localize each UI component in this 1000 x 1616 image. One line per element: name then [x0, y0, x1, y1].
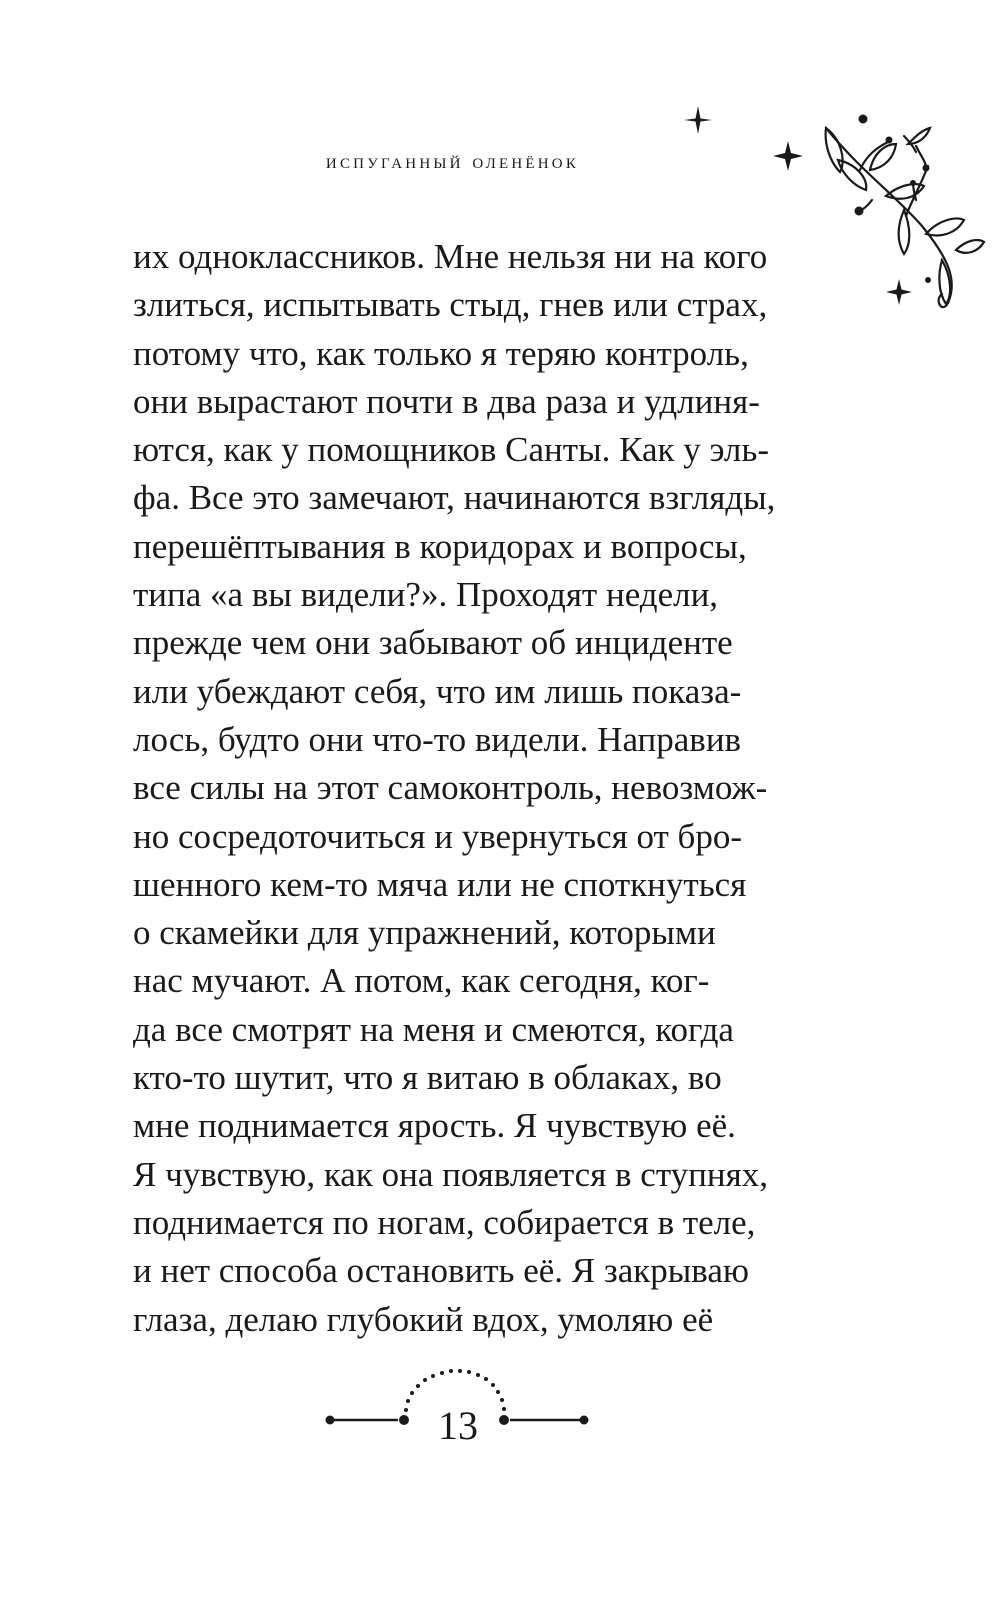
text-line: все силы на этот самоконтроль, невозмож-	[133, 768, 768, 808]
text-line: да все смотрят на меня и смеются, когда	[133, 1009, 734, 1049]
text-line: фа. Все это замечают, начинаются взгляды,	[133, 478, 776, 518]
text-line: злиться, испытывать стыд, гнев или страх,	[133, 285, 768, 325]
text-line: поднимается по ногам, собирается в теле,	[133, 1202, 756, 1242]
text-line: потому что, как только я теряю контроль,	[133, 333, 749, 373]
sparkle-icon	[886, 279, 912, 305]
text-line: о скамейки для упражнений, которыми	[133, 913, 716, 953]
text-line: мне поднимается ярость. Я чувствую её.	[133, 1106, 736, 1146]
text-line: они вырастают почти в два раза и удлиня-	[133, 381, 760, 421]
text-line: прежде чем они забывают об инциденте	[133, 623, 733, 663]
text-line: нас мучают. А потом, как сегодня, ког-	[133, 961, 710, 1001]
page-folio	[318, 1358, 598, 1468]
text-line: типа «а вы видели?». Проходят недели,	[133, 575, 719, 615]
text-line: лось, будто они что-то видели. Направив	[133, 719, 742, 759]
running-head: испуганный оленёнок	[325, 148, 580, 173]
sparkle-icon	[773, 141, 803, 171]
berry-icon	[925, 277, 931, 283]
berry-icon	[859, 115, 868, 124]
text-line: но сосредоточиться и увернуться от бро-	[133, 816, 742, 856]
body-paragraph	[133, 233, 795, 1344]
text-line: кто-то шутит, что я витаю в облаках, во	[133, 1058, 722, 1098]
text-line: и нет способа остановить её. Я закрываю	[133, 1251, 750, 1291]
sparkle-icon	[684, 106, 712, 134]
text-line: Я чувствую, как она появляется в ступнях,	[133, 1154, 768, 1194]
text-line: шенного кем-то мяча или не споткнуться	[133, 864, 747, 904]
text-line: или убеждают себя, что им лишь показа-	[133, 671, 742, 711]
text-line: глаза, делаю глубокий вдох, умоляю её	[133, 1299, 714, 1339]
text-line: ются, как у помощников Санты. Как у эль-	[133, 430, 769, 470]
page-number: 13	[438, 1403, 478, 1448]
text-line: перешёптывания в коридорах и вопросы,	[133, 526, 747, 566]
text-line: их одноклассников. Мне нельзя ни на кого	[133, 237, 768, 276]
